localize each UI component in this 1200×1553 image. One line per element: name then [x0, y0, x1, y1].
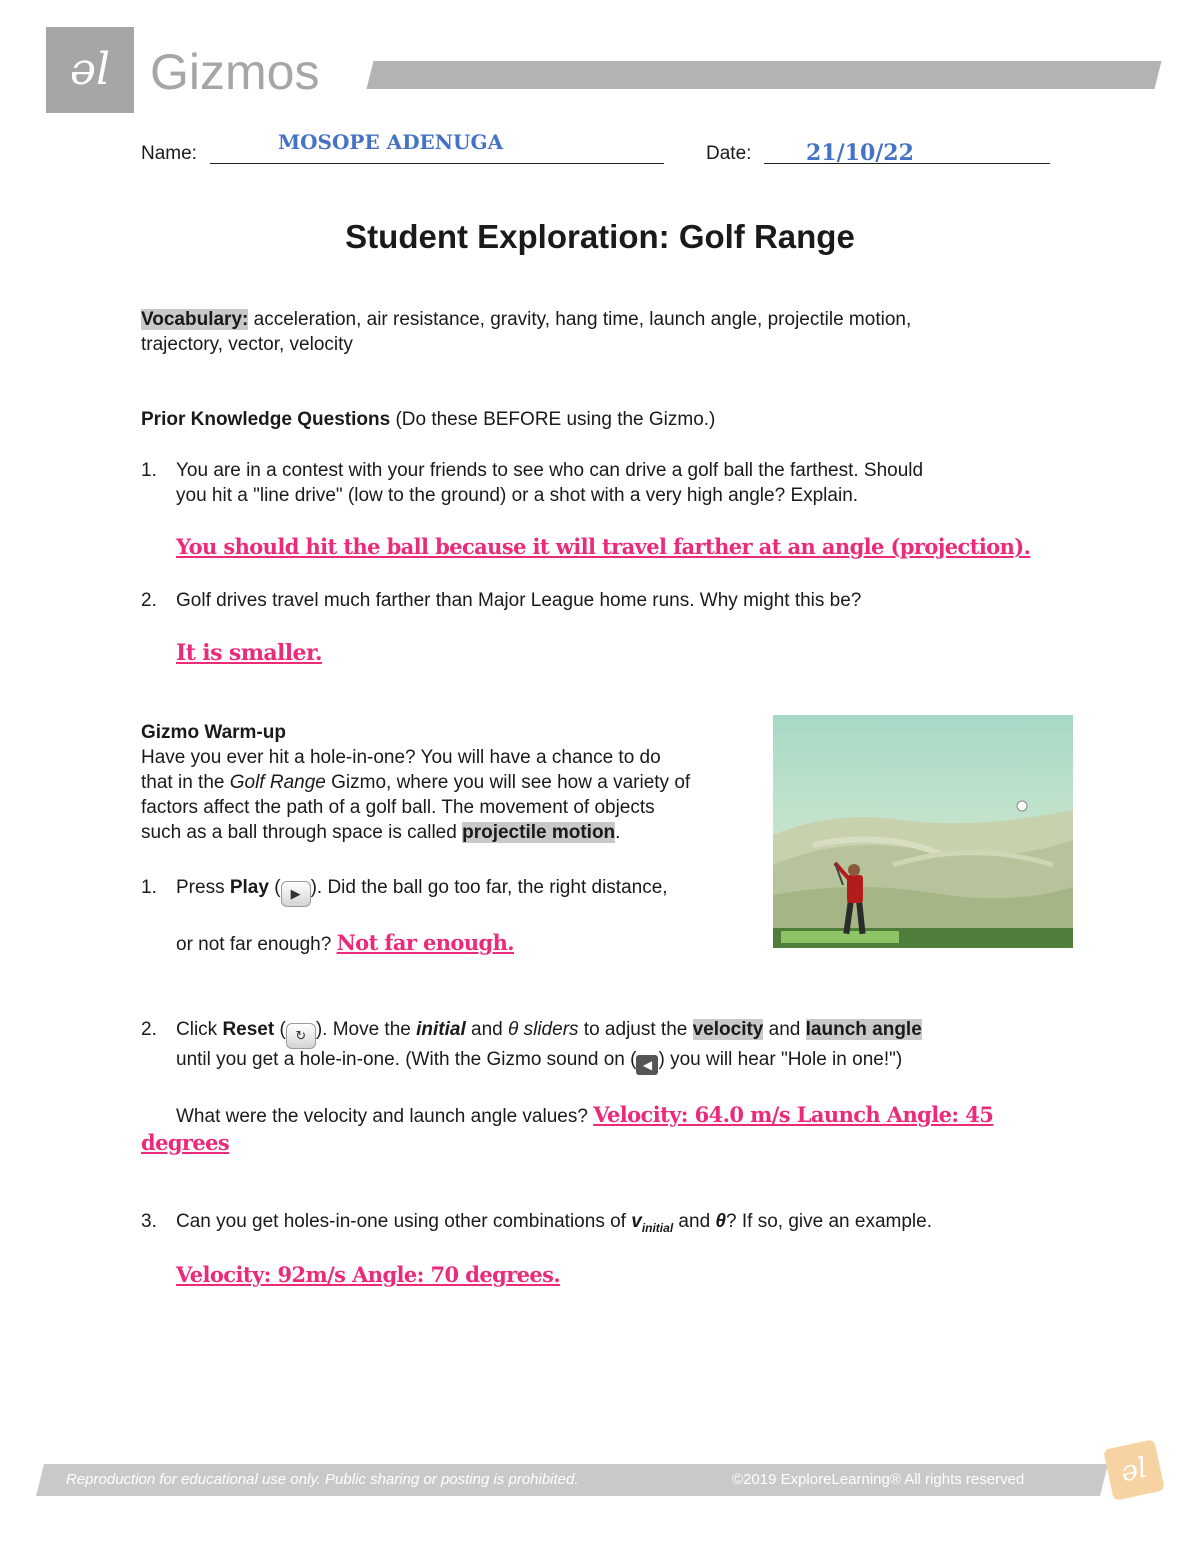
play-label: Play [229, 877, 269, 898]
question-text: ( [268, 877, 281, 898]
question-text: What were the velocity and launch angle values? [176, 1106, 588, 1127]
warmup-text: Have you ever hit a hole-in-one? You will have a chance to do [141, 747, 661, 768]
play-button-icon[interactable]: ▶ [281, 881, 311, 907]
launch-angle-highlight: launch angle [805, 1019, 922, 1040]
warmup-question-1-line2 [176, 930, 514, 957]
theta-sliders-term: θ sliders [508, 1019, 579, 1040]
warmup-question-2 [176, 1017, 1056, 1049]
warmup-question-3 [176, 1209, 1056, 1241]
gizmo-name: Golf Range [229, 772, 326, 793]
footer-copyright: ©2019 ExploreLearning® All rights reserved [732, 1471, 1025, 1488]
footer-notice: Reproduction for educational use only. Public sharing or posting is prohibited. [66, 1471, 579, 1488]
reset-button-icon[interactable]: ↻ [286, 1023, 316, 1049]
warmup-text: such as a ball through space is called [141, 822, 463, 843]
v-symbol: v [631, 1211, 642, 1232]
question-text: Can you get holes-in-one using other combinations of [176, 1211, 632, 1232]
warmup-heading: Gizmo Warm-up [141, 722, 286, 743]
header-bar [367, 61, 1162, 89]
answer-text: It is smaller. [176, 640, 322, 666]
footer-logo [1103, 1439, 1165, 1501]
vocabulary-line-1: acceleration, air resistance, gravity, hang time, launch angle, projectile motion, [253, 309, 912, 330]
question-text: until you get a hole-in-one. (With the Gizmo sound on ( [176, 1049, 637, 1070]
answer-text: Velocity: 92m/s Angle: 70 degrees. [176, 1262, 561, 1287]
theta-symbol: θ [715, 1211, 727, 1232]
vocabulary-block [141, 307, 1061, 357]
page-title: Student Exploration: Golf Range [345, 218, 855, 255]
question-text: or not far enough? [176, 934, 332, 955]
question-text: and [465, 1019, 509, 1040]
question-text: ? If so, give an example. [726, 1211, 932, 1232]
question-number: 2. [141, 1019, 157, 1040]
reset-label: Reset [222, 1019, 275, 1040]
golf-range-picture [773, 715, 1073, 948]
warmup-question-2-line2 [176, 1047, 1056, 1075]
initial-term: initial [416, 1019, 466, 1040]
question-text: and [673, 1211, 716, 1232]
warmup-text: that in the [141, 772, 230, 793]
question-number: 1. [141, 460, 157, 481]
name-value: MOSOPE ADENUGA [278, 130, 504, 154]
name-label: Name: [141, 143, 197, 164]
question-text: and [763, 1019, 806, 1040]
warmup-block [141, 720, 771, 845]
warmup-text: Gizmo, where you will see how a variety of [325, 772, 691, 793]
velocity-highlight: velocity [692, 1019, 764, 1040]
brand-name: Gizmos [150, 44, 320, 100]
prior-knowledge-heading [141, 407, 715, 432]
answer-text: Not far enough. [336, 930, 514, 955]
question-text: you hit a "line drive" (low to the ground) or a shot with a very high angle? Explain. [176, 485, 859, 506]
prior-note: (Do these BEFORE using the Gizmo.) [395, 409, 716, 430]
footer-logo-glyph: ǝl [1117, 1450, 1150, 1489]
question-text: to adjust the [578, 1019, 693, 1040]
prior-heading: Prior Knowledge Questions [141, 409, 391, 430]
question-text: Press [176, 877, 230, 898]
question-text: ) you will hear "Hole in one!") [658, 1049, 903, 1070]
question-text: Click [176, 1019, 223, 1040]
answer-text: Velocity: 64.0 m/s Launch Angle: 45 [593, 1102, 994, 1127]
warmup-question-1 [176, 875, 766, 907]
question-number: 1. [141, 877, 157, 898]
vocabulary-label: Vocabulary: [141, 309, 249, 330]
question-text: ( [274, 1019, 286, 1040]
warmup-text: . [615, 822, 621, 843]
question-number: 3. [141, 1211, 157, 1232]
speaker-icon[interactable]: ◀ [636, 1055, 658, 1075]
question-text: ). Move the [315, 1019, 417, 1040]
prior-question-1 [176, 458, 1056, 508]
logo-glyph: ǝl [69, 44, 111, 95]
warmup-text: factors affect the path of a golf ball. The movement of objects [141, 797, 655, 818]
question-text: You are in a contest with your friends to see who can drive a golf ball the farthest. Should [176, 460, 924, 481]
name-line [210, 163, 664, 164]
gizmos-logo [46, 27, 134, 113]
golf-scene-svg [773, 715, 1073, 948]
date-value: 21/10/22 [806, 140, 914, 166]
initial-subscript: initial [641, 1220, 674, 1235]
answer-text: degrees [141, 1130, 230, 1155]
answer-text: You should hit the ball because it will travel farther at an angle (projection). [176, 534, 1031, 559]
warmup-question-2-line3 [176, 1102, 1076, 1129]
question-text: ). Did the ball go too far, the right distance, [310, 877, 668, 898]
date-label: Date: [706, 143, 752, 164]
vocabulary-line-2: trajectory, vector, velocity [141, 334, 353, 355]
term-highlight: projectile motion [462, 822, 616, 843]
question-number: 2. [141, 590, 157, 611]
prior-question-2: Golf drives travel much farther than Major League home runs. Why might this be? [176, 590, 862, 611]
